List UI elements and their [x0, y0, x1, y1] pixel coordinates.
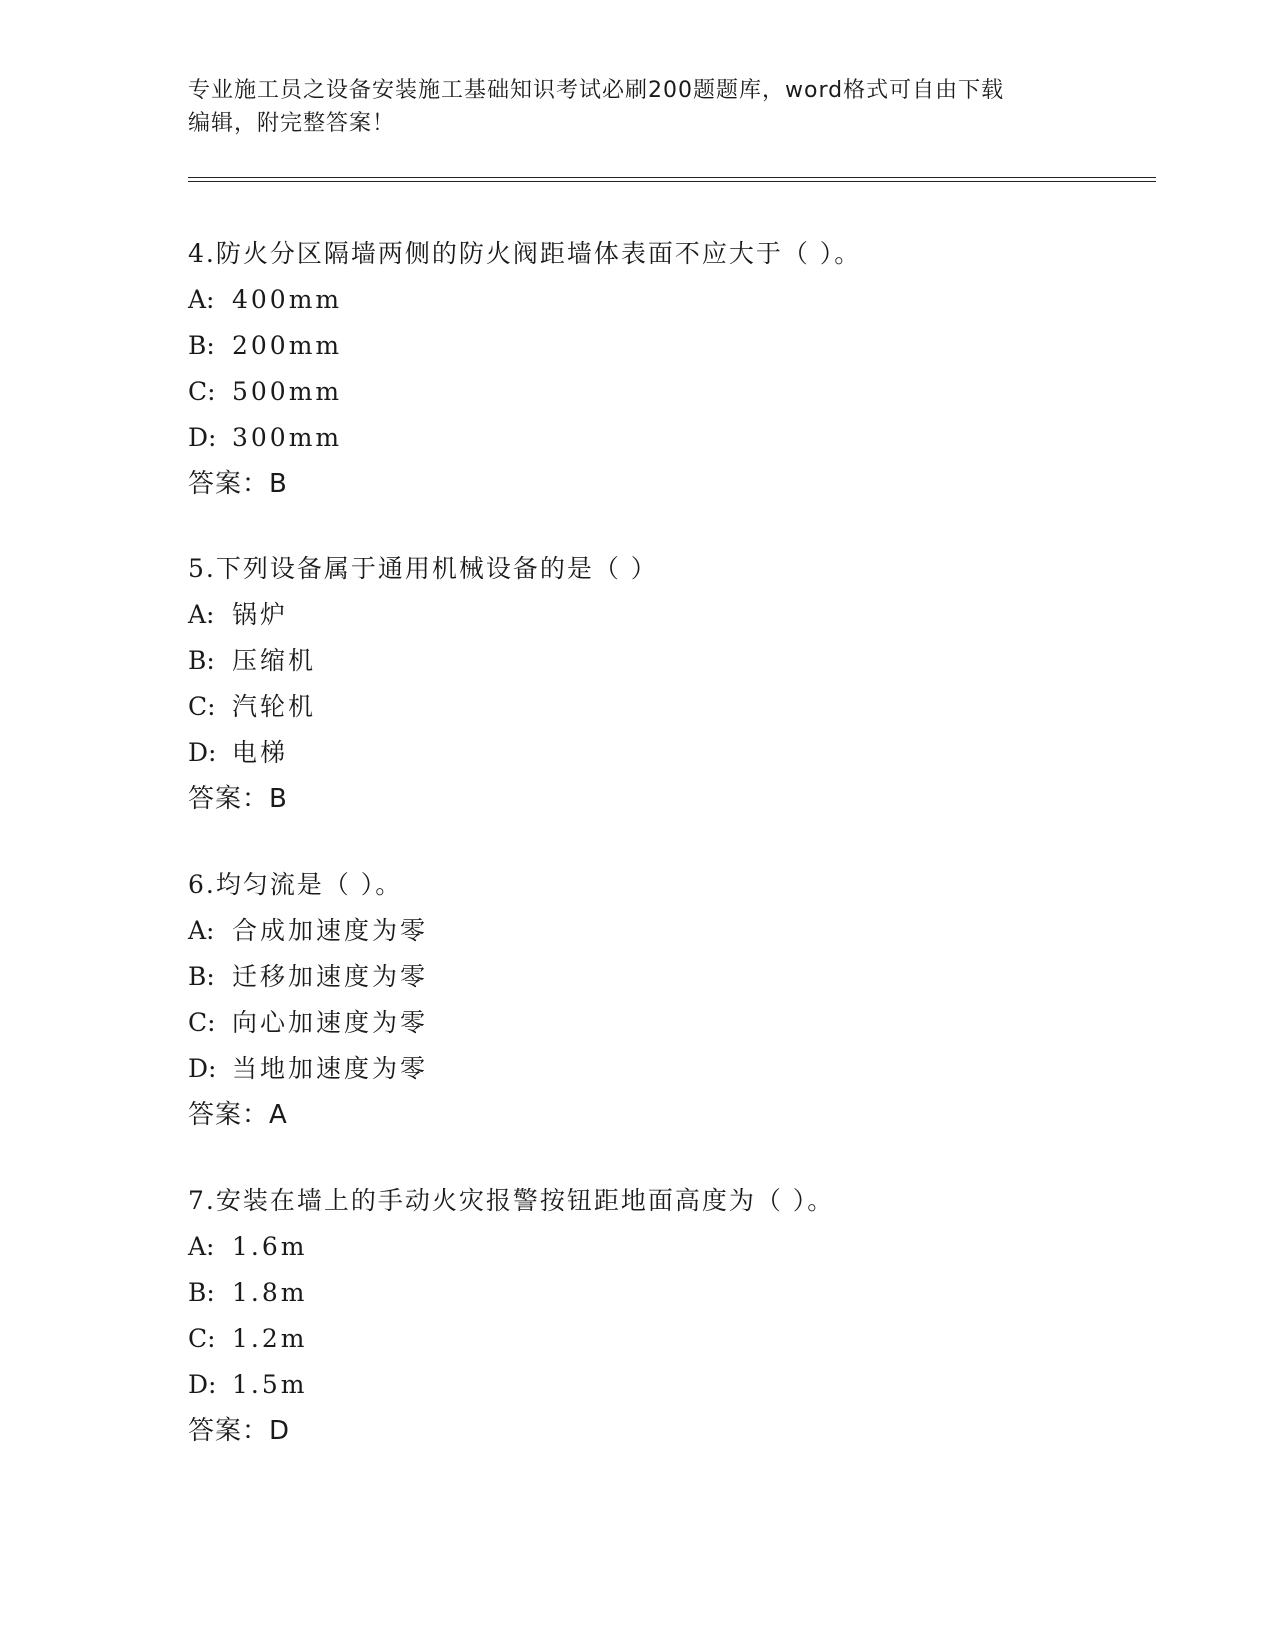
option-letter: D:: [188, 1370, 217, 1399]
option-letter: C:: [188, 1324, 216, 1353]
option-letter: A:: [188, 916, 215, 945]
option-text: 500mm: [232, 377, 343, 406]
answer-line: 答案：B: [188, 469, 288, 499]
option-c: [188, 369, 1188, 415]
header-title-line-2: 编辑，附完整答案！: [188, 111, 396, 136]
option-text: 1.8m: [232, 1278, 308, 1307]
option-letter: D:: [188, 738, 217, 767]
option-letter: C:: [188, 692, 216, 721]
question-block: [188, 1178, 1188, 1454]
option-a: [188, 908, 1188, 954]
answer-line: 答案：D: [188, 1416, 291, 1446]
option-c: [188, 1316, 1188, 1362]
option-b: [188, 1270, 1188, 1316]
option-letter: B:: [188, 331, 215, 360]
question-stem: 5.下列设备属于通用机械设备的是（ ）: [188, 554, 658, 583]
option-c: [188, 1000, 1188, 1046]
option-letter: C:: [188, 1008, 216, 1037]
answer-line: 答案：A: [188, 1100, 288, 1130]
question-stem: 6.均匀流是（ ）。: [188, 870, 403, 899]
option-text: 当地加速度为零: [232, 1054, 429, 1083]
option-text: 300mm: [232, 423, 343, 452]
answer-line: 答案：B: [188, 784, 288, 814]
option-text: 汽轮机: [232, 692, 317, 721]
option-letter: C:: [188, 377, 216, 406]
option-text: 压缩机: [232, 646, 317, 675]
option-text: 向心加速度为零: [232, 1008, 429, 1037]
option-a: [188, 592, 1188, 638]
option-text: 1.5m: [232, 1370, 308, 1399]
option-d: [188, 1046, 1188, 1092]
option-letter: B:: [188, 646, 215, 675]
option-letter: A:: [188, 600, 215, 629]
option-text: 1.6m: [232, 1232, 308, 1261]
option-text: 合成加速度为零: [232, 916, 429, 945]
option-letter: A:: [188, 1232, 215, 1261]
question-stem: 7.安装在墙上的手动火灾报警按钮距地面高度为（ ）。: [188, 1186, 835, 1215]
option-text: 迁移加速度为零: [232, 962, 429, 991]
option-b: [188, 323, 1188, 369]
option-d: [188, 730, 1188, 776]
option-text: 电梯: [232, 738, 289, 767]
option-letter: D:: [188, 1054, 217, 1083]
question-stem: 4.防火分区隔墙两侧的防火阀距墙体表面不应大于（ ）。: [188, 239, 862, 268]
option-c: [188, 684, 1188, 730]
option-d: [188, 415, 1188, 461]
header-title-line-1: 专业施工员之设备安装施工基础知识考试必刷200题题库，word格式可自由下载: [188, 78, 1005, 103]
option-text: 200mm: [232, 331, 343, 360]
option-text: 1.2m: [232, 1324, 308, 1353]
option-b: [188, 954, 1188, 1000]
option-a: [188, 1224, 1188, 1270]
document-header: [188, 74, 1088, 140]
option-b: [188, 638, 1188, 684]
option-letter: B:: [188, 1278, 215, 1307]
option-text: 锅炉: [232, 600, 289, 629]
option-a: [188, 277, 1188, 323]
option-d: [188, 1362, 1188, 1408]
option-letter: B:: [188, 962, 215, 991]
question-block: [188, 546, 1188, 822]
option-letter: D:: [188, 423, 217, 452]
option-text: 400mm: [232, 285, 343, 314]
header-divider-top: [188, 177, 1156, 178]
question-block: [188, 862, 1188, 1138]
header-divider-bottom: [188, 181, 1156, 182]
question-block: [188, 231, 1188, 507]
option-letter: A:: [188, 285, 215, 314]
